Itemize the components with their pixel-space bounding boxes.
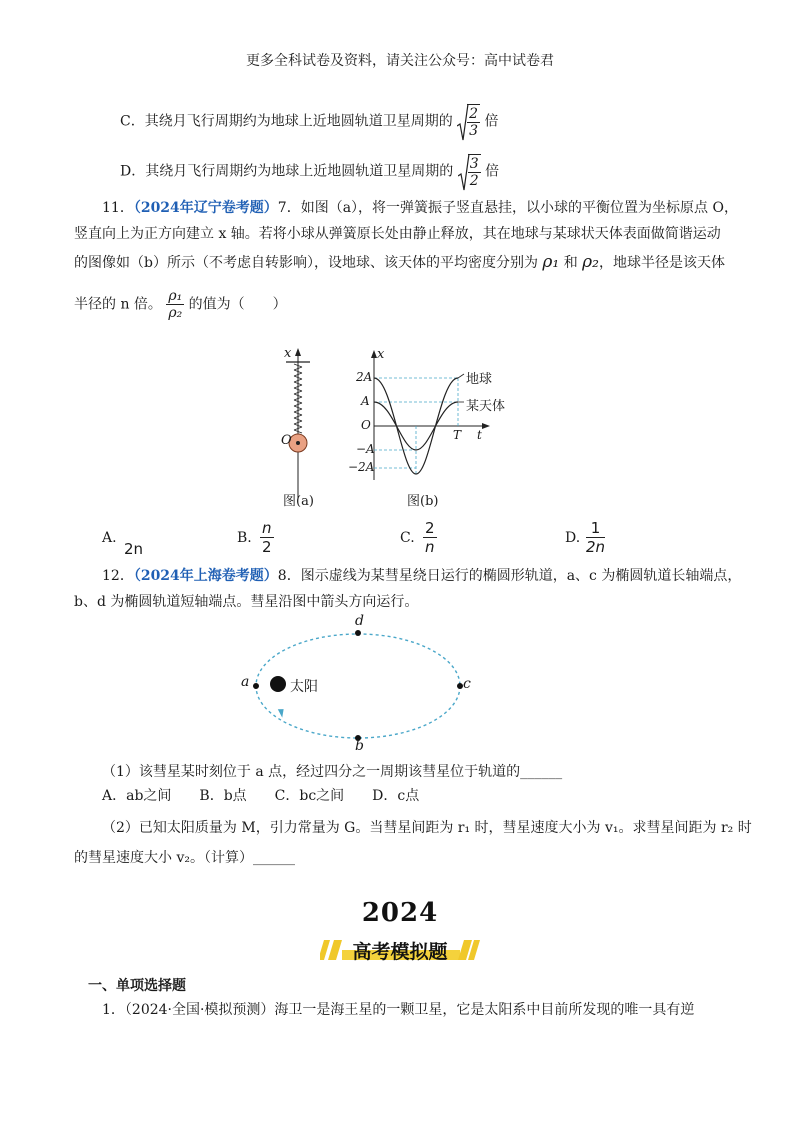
- q12-line-1: 12．（2024年上海卷考题）8．图示虚线为某彗星绕日运行的椭圆形轨道，a、c 为椭圆轨道长轴端点，: [102, 568, 742, 584]
- q10-option-c: C．其绕月飞行周期约为地球上近地圆轨道卫星周期的 $\frac{2}{3}$ 倍: [120, 106, 499, 139]
- figure-b-label-earth: 地球: [466, 372, 493, 387]
- figure-b-caption: 图(b): [407, 494, 439, 509]
- q11-option-d-fraction: 1 2n: [586, 519, 606, 556]
- orbit-point-d: d: [355, 613, 364, 629]
- page-header: 更多全科试卷及资料，请关注公众号：高中试卷君: [246, 53, 554, 69]
- q12-line-2: b、d 为椭圆轨道短轴端点。彗星沿图中箭头方向运行。: [74, 594, 419, 610]
- figure-b-axis-t-label: t: [477, 428, 482, 442]
- q12-sub2-line-1: （2）已知太阳质量为 M，引力常量为 G。当彗星间距为 r₁ 时，彗星速度大小为 v₁。求彗星间距为 r₂ 时: [102, 820, 752, 836]
- q11-line-2: 竖直向上为正方向建立 x 轴。若将小球从弹簧原长处由静止释放，其在地球与某球状天体表面做简谐运动: [74, 226, 721, 242]
- figure-a-axis-label: x: [284, 346, 292, 361]
- figure-b-tick-T: T: [453, 428, 462, 442]
- q12-sub2-line-2: 的彗星速度大小 v₂。（计算）______: [74, 850, 295, 866]
- q11-option-d: D.: [565, 530, 581, 546]
- q11-line-1: 11．（2024年辽宁卷考题）7．如图（a），将一弹簧振子竖直悬挂，以小球的平衡位置为坐标原点 O，: [102, 200, 738, 216]
- q11-option-c-fraction: 2 n: [425, 519, 435, 556]
- q10-option-c-text: C．其绕月飞行周期约为地球上近地圆轨道卫星周期的: [120, 113, 453, 130]
- q12-source: （2024年上海卷考题）: [133, 568, 278, 584]
- q11-option-a-value: 2n: [124, 540, 144, 558]
- q11-option-c: C.: [400, 530, 415, 546]
- orbit-point-b: b: [355, 738, 364, 754]
- q12-sub1-options: A．ab之间 B．b点 C．bc之间 D．c点: [102, 788, 420, 804]
- orbit-point-a: a: [241, 674, 250, 690]
- figure-a-spring: [270, 348, 330, 508]
- sun-label: 太阳: [290, 679, 318, 695]
- banner-year: 2024: [361, 898, 439, 928]
- sqrt-fraction: $\frac{3}{2}$: [458, 154, 481, 189]
- figure-b-tick-A: A: [361, 394, 370, 408]
- section-title: 一、单项选择题: [88, 978, 186, 994]
- q11-line-3: 的图像如（b）所示（不考虑自转影响），设地球、该天体的平均密度分别为 ρ₁ 和 ρ₂，地球半径是该天体: [74, 252, 725, 272]
- banner-title-block: [320, 936, 480, 962]
- figure-b-axis-x-label: x: [377, 347, 385, 362]
- figure-b-tick-minus-A: −A: [356, 442, 375, 456]
- sqrt-fraction: $\frac{2}{3}$: [457, 104, 480, 139]
- figure-b-tick-minus-2A: −2A: [348, 460, 375, 474]
- figure-a-origin-label: O: [281, 433, 292, 448]
- rho-ratio-fraction: $\frac{\text{ρ₁}}{\text{ρ₂}}$: [168, 288, 183, 321]
- q12-orbit-figure: [240, 618, 480, 758]
- figure-b-tick-O: O: [361, 418, 371, 432]
- figure-a-caption: 图(a): [283, 494, 314, 509]
- q11-option-a: A.: [102, 530, 117, 546]
- q11-line-4: 半径的 n 倍。 $\frac{\text{ρ₁}}{\text{ρ₂}}$ 的值为（ ）: [74, 288, 287, 321]
- q12-sub1: （1）该彗星某时刻位于 a 点，经过四分之一周期该彗星位于轨道的______: [102, 764, 563, 780]
- q10-option-d: D．其绕月飞行周期约为地球上近地圆轨道卫星周期的 $\frac{3}{2}$ 倍: [120, 156, 500, 189]
- figure-b-label-body: 某天体: [466, 399, 506, 414]
- q1-line-1: 1．（2024·全国·模拟预测）海卫一是海王星的一颗卫星，它是太阳系中目前所发现的唯一具有逆: [102, 1002, 695, 1018]
- q11-option-b: B.: [237, 530, 252, 546]
- orbit-point-c: c: [463, 676, 471, 692]
- q11-source: （2024年辽宁卷考题）: [133, 200, 278, 216]
- q11-option-b-fraction: n 2: [261, 519, 272, 556]
- banner-title: 高考模拟题: [352, 941, 448, 963]
- q10-option-d-text: D．其绕月飞行周期约为地球上近地圆轨道卫星周期的: [120, 163, 454, 180]
- figure-b-tick-2A: 2A: [356, 370, 373, 384]
